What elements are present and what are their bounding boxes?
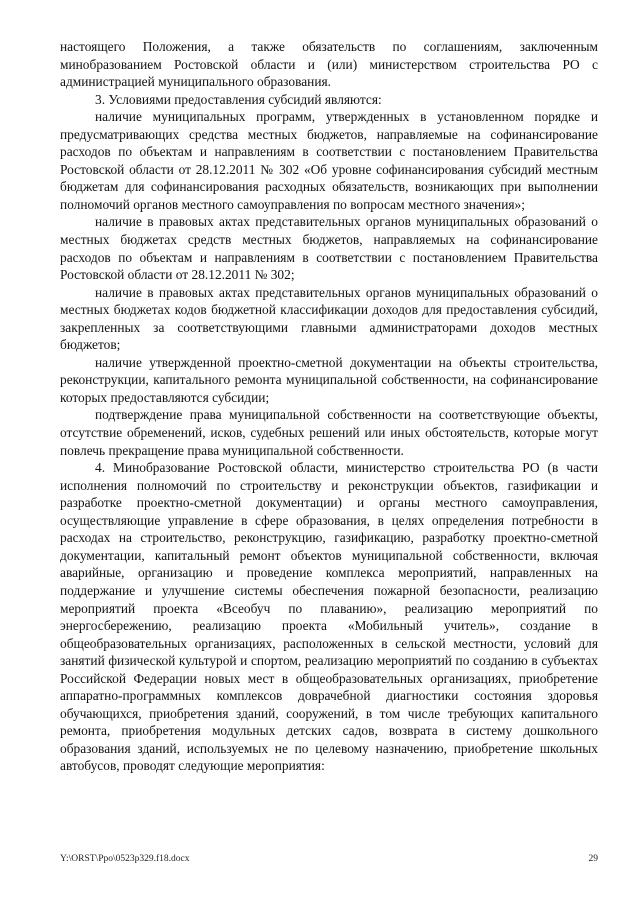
paragraph-condition-budget-codes: наличие в правовых актах представительных органов муниципальных образований о местных бюджетах кодов бюджетной классификации доходов для предоставления субсидий, закрепленных за соответствующими главными администраторами доходов местных бюджетов; (60, 284, 598, 353)
paragraph-condition-budget-funds: наличие в правовых актах представительных органов муниципальных образований о местных бюджетах средств местных бюджетов, направляемых на софинансирование расходов по объектам и направлениям в соответствии с постановлением Правительства Ростовской области от 28.12.2011 № 302; (60, 214, 598, 283)
document-body (60, 38, 598, 775)
paragraph-condition-ownership: подтверждение права муниципальной собственности на соответствующие объекты, отсутствие обременений, исков, судебных решений или иных обстоятельств, которые могут повлечь прекращение права муниципальной собственности. (60, 407, 598, 458)
page-number: 29 (588, 854, 598, 864)
paragraph-condition-programs: наличие муниципальных программ, утвержденных в установленном порядке и предусматривающих средства местных бюджетов, направляемые на софинансирование расходов по объектам и направлениям в соответствии с постановлением Правительства Ростовской области от 28.12.2011 № 302 «Об уровне софинансирования субсидий местным бюджетам для софинансирования расходных обязательств, возникающих при выполнении полномочий органов местного самоуправления по вопросам местного значения»; (60, 109, 598, 212)
paragraph-condition-design-docs: наличие утвержденной проектно-сметной документации на объекты строительства, реконструкции, капитального ремонта муниципальной собственности, на софинансирование которых предоставляются субсидии; (60, 354, 598, 405)
paragraph-section-4: 4. Минобразование Ростовской области, министерство строительства РО (в части исполнения полномочий по строительству и реконструкции объектов, газификации и разработке проектно-сметной документации) и органы местного самоуправления, осуществляющие управление в сфере образования, в целях определения потребности в расходах на строительство, реконструкцию, газификацию, разработку проектно-сметной документации, капитальный ремонт объектов муниципальной собственности, включая аварийные, организацию и проведение комплекса мероприятий, направленных на поддержание и улучшение системы обеспечения пожарной безопасности, реализацию мероприятий проекта «Всеобуч по плаванию», реализацию мероприятий по энергосбережению, реализацию проекта «Мобильный учитель», создание в общеобразовательных организациях, расположенных в сельской местности, условий для занятий физической культурой и спортом, реализацию мероприятий по созданию в субъектах Российской Федерации новых мест в общеобразовательных организациях, приобретение аппаратно-программных комплексов доврачебной диагностики состояния здоровья обучающихся, приобретения зданий, сооружений, в том числе требующих капитального ремонта, приобретения модульных детских садов, возврата в систему дошкольного образования зданий, используемых не по целевому назначению, приобретение школьных автобусов, проводят следующие мероприятия: (60, 460, 598, 774)
footer-file-path: Y:\ORST\Ppo\0523p329.f18.docx (60, 854, 190, 864)
paragraph-conditions-heading: 3. Условиями предоставления субсидий являются: (95, 91, 382, 107)
paragraph-continuation: настоящего Положения, а также обязательств по соглашениям, заключенным минобразованием Ростовской области и (или) министерством строительства РО с администрацией муниципального образования. (60, 39, 598, 90)
